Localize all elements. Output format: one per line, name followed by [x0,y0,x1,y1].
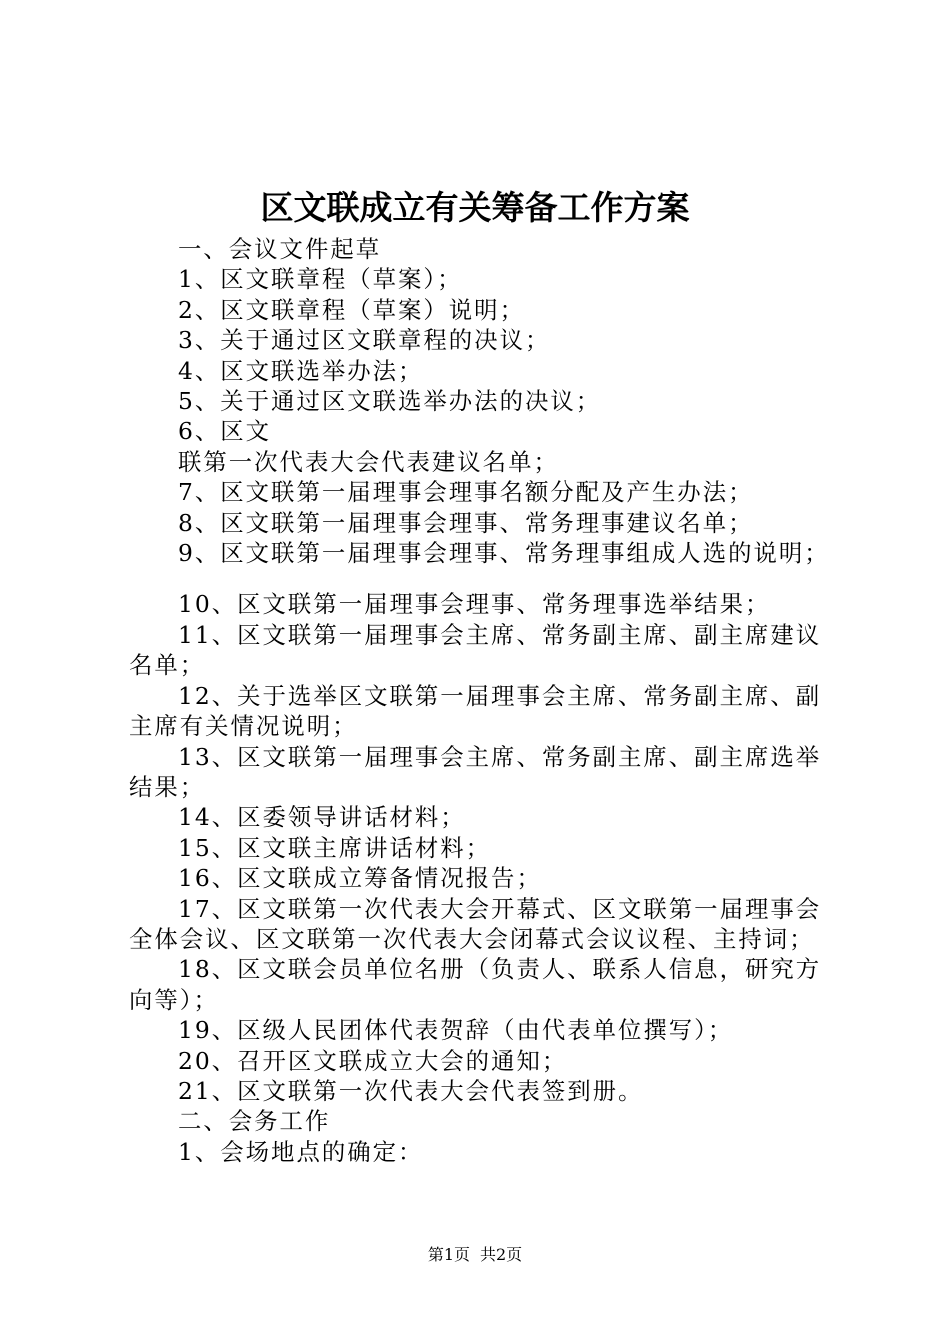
list-item: 8、区文联第一届理事会理事、常务理事建议名单； [178,508,754,537]
list-item: 14、区委领导讲话材料； [178,803,466,832]
list-item: 4、区文联选举办法； [178,356,424,385]
page-number: 第1页 [427,1245,470,1264]
page-total: 共2页 [480,1245,523,1264]
list-item-continuation: 联第一次代表大会代表建议名单； [178,447,559,476]
list-item: 15、区文联主席讲话材料； [178,833,492,862]
list-item: 5、关于通过区文联选举办法的决议； [178,387,602,416]
section-heading: 一、会议文件起草 [178,235,382,263]
list-item: 16、区文联成立筹备情况报告； [178,864,542,893]
list-item: 3、关于通过区文联章程的决议； [178,326,551,355]
list-item: 1、区文联章程（草案）； [178,265,463,294]
list-item: 19、区级人民团体代表贺辞（由代表单位撰写）； [178,1016,734,1045]
document-title: 区文联成立有关筹备工作方案 [260,188,690,227]
list-item: 2、区文联章程（草案）说明； [178,295,525,324]
list-item: 9、区文联第一届理事会理事、常务理事组成人选的说明； [178,539,830,568]
list-item: 11、区文联第一届理事会主席、常务副主席、副主席建议名单； [129,620,822,680]
list-item: 17、区文联第一次代表大会开幕式、区文联第一届理事会全体会议、区文联第一次代表大会闭幕式会议议程、主持词； [129,894,822,953]
list-item: 1、会场地点的确定： [178,1137,424,1166]
list-item: 7、区文联第一届理事会理事名额分配及产生办法； [178,478,754,507]
list-item: 13、区文联第一届理事会主席、常务副主席、副主席选举结果； [129,742,822,801]
list-item: 20、召开区文联成立大会的通知； [178,1046,568,1075]
page-footer [0,1244,950,1266]
list-item: 18、区文联会员单位名册（负责人、联系人信息，研究方向等）； [129,955,822,1014]
list-item: 21、区文联第一次代表大会代表签到册。 [178,1076,644,1105]
list-item: 12、关于选举区文联第一届理事会主席、常务副主席、副主席有关情况说明； [129,681,822,741]
section-heading: 二、会务工作 [178,1107,331,1136]
document-body [129,234,831,1167]
list-item: 10、区文联第一届理事会理事、常务理事选举结果； [178,590,771,619]
list-item: 6、区文 [178,417,272,446]
